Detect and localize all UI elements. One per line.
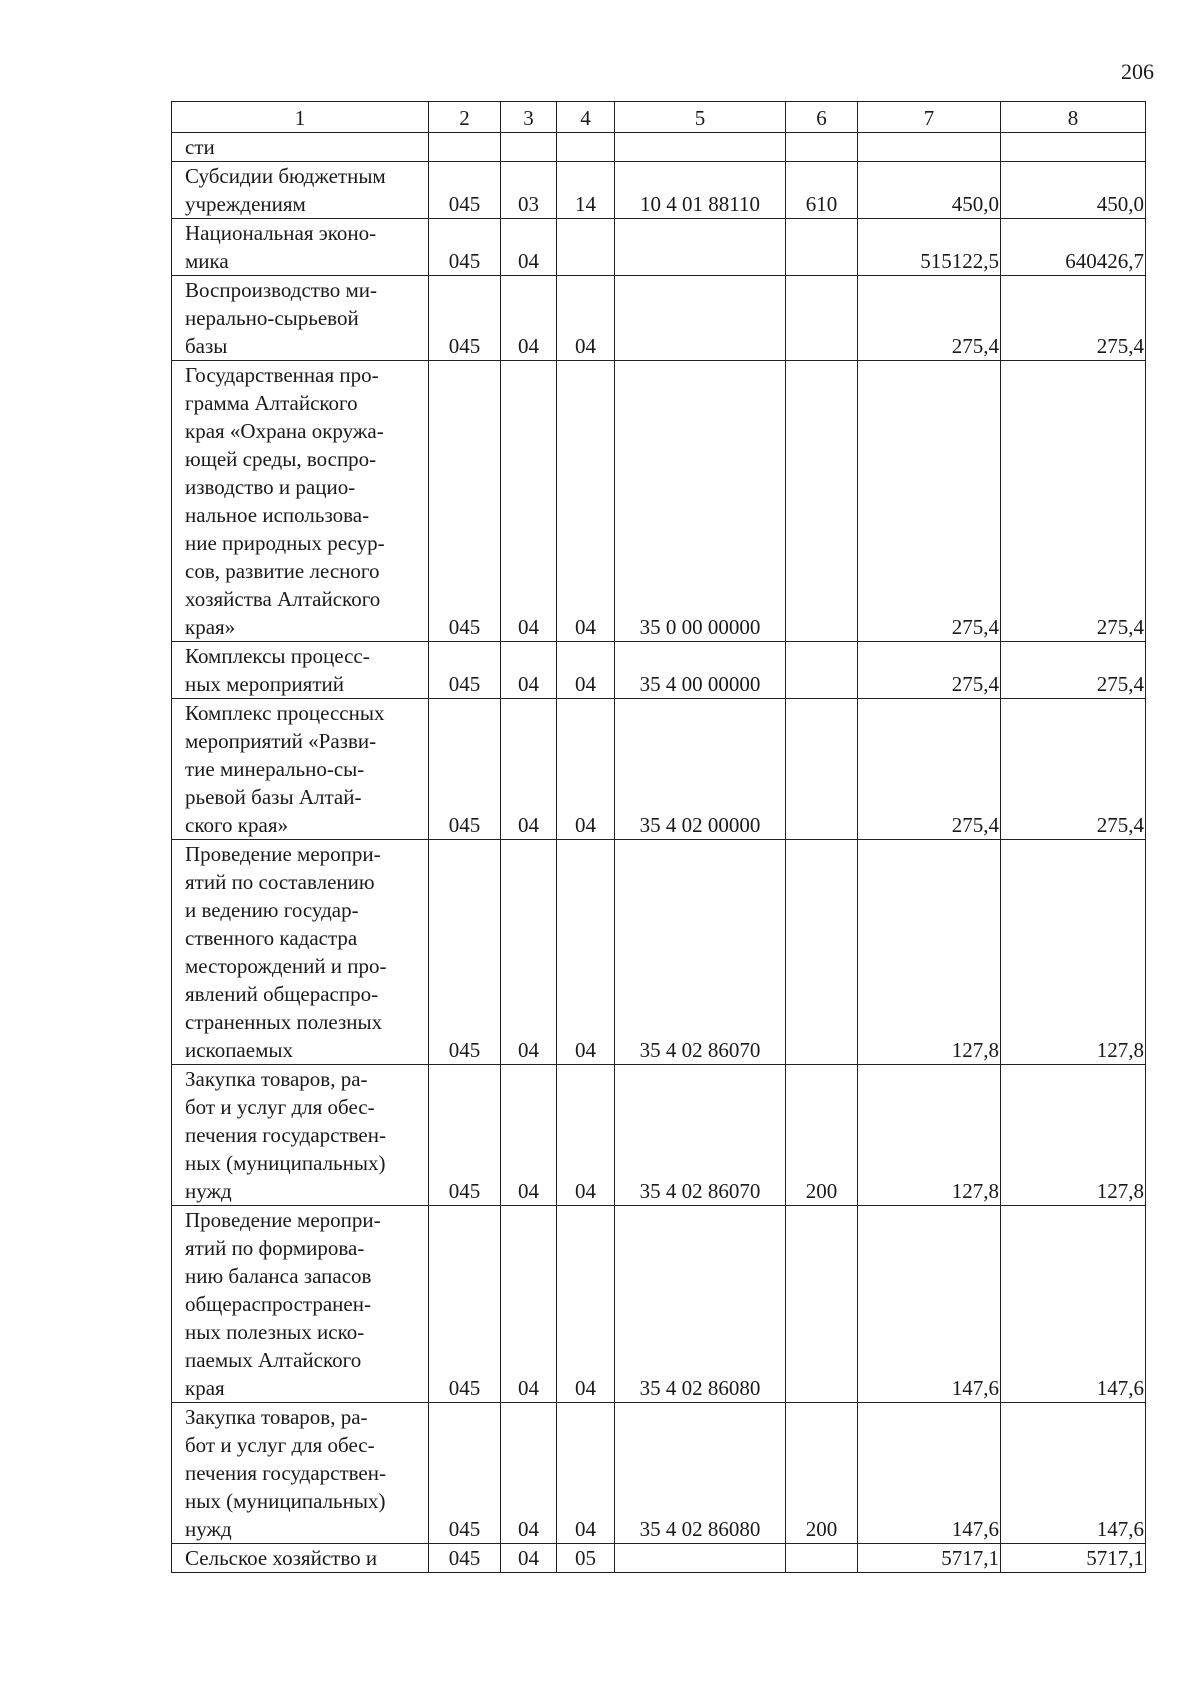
subsection-code-cell: 04 — [557, 1403, 615, 1544]
target-article-cell — [615, 219, 786, 276]
expense-name-cell — [172, 1206, 429, 1403]
expense-name-line: печения государствен- — [185, 1461, 386, 1485]
amount-col7-cell: 147,6 — [858, 1403, 1001, 1544]
expense-type-cell — [786, 361, 858, 642]
expense-name-line: нерально-сырьевой — [185, 306, 359, 330]
expense-name-line: края — [185, 1376, 225, 1400]
expense-name-line: Закупка товаров, ра- — [185, 1067, 368, 1091]
expense-name-line: хозяйства Алтайского — [185, 587, 381, 611]
table-row — [172, 219, 1146, 276]
expense-name-line: ние природных ресур- — [185, 531, 385, 555]
expense-name-line: мика — [185, 249, 229, 273]
amount-col8-cell: 275,4 — [1001, 699, 1146, 840]
ministry-code-cell: 045 — [429, 162, 501, 219]
header-row — [172, 102, 1146, 133]
expense-name-line: Сельское хозяйство и — [185, 1546, 378, 1570]
expense-name-line: мероприятий «Разви- — [185, 729, 377, 753]
target-article-cell — [615, 133, 786, 162]
expense-name-cell — [172, 699, 429, 840]
expense-name-cell — [172, 1544, 429, 1573]
expense-name-line: бот и услуг для обес- — [185, 1095, 375, 1119]
section-code-cell: 04 — [501, 840, 557, 1065]
expense-type-cell — [786, 699, 858, 840]
amount-col7-cell: 127,8 — [858, 840, 1001, 1065]
expense-name-line: месторождений и про- — [185, 954, 387, 978]
amount-col7-cell: 450,0 — [858, 162, 1001, 219]
expense-name-line: изводство и рацио- — [185, 475, 356, 499]
subsection-code-cell — [557, 219, 615, 276]
expense-name-line: рьевой базы Алтай- — [185, 785, 362, 809]
subsection-code-cell: 04 — [557, 642, 615, 699]
expense-type-cell — [786, 1544, 858, 1573]
section-code-cell: 04 — [501, 219, 557, 276]
amount-col7-cell: 275,4 — [858, 276, 1001, 361]
table-row — [172, 361, 1146, 642]
expense-type-cell — [786, 1206, 858, 1403]
section-code-cell: 04 — [501, 1065, 557, 1206]
ministry-code-cell: 045 — [429, 361, 501, 642]
amount-col8-cell: 147,6 — [1001, 1403, 1146, 1544]
expense-name-line: Проведение меропри- — [185, 1208, 381, 1232]
target-article-cell: 35 4 02 86080 — [615, 1206, 786, 1403]
expense-name-line: ственного кадастра — [185, 926, 358, 950]
expense-name-cell — [172, 1065, 429, 1206]
expense-type-cell — [786, 840, 858, 1065]
expense-type-cell: 200 — [786, 1065, 858, 1206]
page-number: 206 — [1121, 59, 1154, 84]
expense-name-line: ных полезных иско- — [185, 1320, 365, 1344]
section-code-cell: 04 — [501, 276, 557, 361]
header-cell-7: 7 — [858, 102, 1001, 133]
expense-name-cell — [172, 133, 429, 162]
expense-name-line: страненных полезных — [185, 1010, 383, 1034]
amount-col8-cell — [1001, 133, 1146, 162]
expense-name-line: базы — [185, 334, 228, 358]
subsection-code-cell — [557, 133, 615, 162]
amount-col8-cell: 450,0 — [1001, 162, 1146, 219]
expense-name-line: края «Охрана окружа- — [185, 419, 384, 443]
section-code-cell: 04 — [501, 642, 557, 699]
section-code-cell: 04 — [501, 1544, 557, 1573]
amount-col7-cell: 127,8 — [858, 1065, 1001, 1206]
table-row — [172, 162, 1146, 219]
ministry-code-cell: 045 — [429, 1065, 501, 1206]
table-row — [172, 699, 1146, 840]
amount-col7-cell: 275,4 — [858, 699, 1001, 840]
target-article-cell: 35 4 02 86080 — [615, 1403, 786, 1544]
expense-name-line: учреждениям — [185, 192, 306, 216]
ministry-code-cell: 045 — [429, 219, 501, 276]
expense-name-cell — [172, 276, 429, 361]
expense-name-line: бот и услуг для обес- — [185, 1433, 375, 1457]
target-article-cell: 35 0 00 00000 — [615, 361, 786, 642]
expense-name-line: Субсидии бюджетным — [185, 164, 386, 188]
ministry-code-cell: 045 — [429, 699, 501, 840]
header-cell-6: 6 — [786, 102, 858, 133]
expense-name-line: нужд — [185, 1179, 232, 1203]
expense-name-line: грамма Алтайского — [185, 391, 358, 415]
expense-name-line: Комплексы процесс- — [185, 644, 370, 668]
amount-col8-cell: 127,8 — [1001, 840, 1146, 1065]
expense-type-cell — [786, 642, 858, 699]
expense-name-line: печения государствен- — [185, 1123, 386, 1147]
subsection-code-cell: 04 — [557, 1206, 615, 1403]
target-article-cell: 35 4 00 00000 — [615, 642, 786, 699]
table-row — [172, 133, 1146, 162]
table-body — [172, 102, 1146, 1573]
expense-name-line: ятий по формирова- — [185, 1236, 365, 1260]
table-row — [172, 276, 1146, 361]
expense-name-cell — [172, 840, 429, 1065]
expense-name-line: ных (муниципальных) — [185, 1151, 386, 1175]
subsection-code-cell: 04 — [557, 699, 615, 840]
header-cell-5: 5 — [615, 102, 786, 133]
expense-name-line: паемых Алтайского — [185, 1348, 362, 1372]
expense-name-cell — [172, 219, 429, 276]
expense-name-line: нальное использова- — [185, 503, 370, 527]
expense-name-cell — [172, 1403, 429, 1544]
target-article-cell: 35 4 02 86070 — [615, 1065, 786, 1206]
ministry-code-cell: 045 — [429, 1544, 501, 1573]
ministry-code-cell: 045 — [429, 642, 501, 699]
table-row — [172, 1206, 1146, 1403]
expense-name-cell — [172, 642, 429, 699]
budget-table — [171, 101, 1146, 1573]
expense-name-line: нию баланса запасов — [185, 1264, 372, 1288]
subsection-code-cell: 04 — [557, 840, 615, 1065]
ministry-code-cell: 045 — [429, 1206, 501, 1403]
target-article-cell: 10 4 01 88110 — [615, 162, 786, 219]
ministry-code-cell: 045 — [429, 276, 501, 361]
header-cell-2: 2 — [429, 102, 501, 133]
amount-col8-cell: 147,6 — [1001, 1206, 1146, 1403]
amount-col7-cell: 515122,5 — [858, 219, 1001, 276]
expense-name-line: нужд — [185, 1517, 232, 1541]
amount-col7-cell: 275,4 — [858, 642, 1001, 699]
amount-col8-cell: 275,4 — [1001, 642, 1146, 699]
section-code-cell — [501, 133, 557, 162]
expense-name-line: сти — [185, 135, 215, 159]
section-code-cell: 04 — [501, 1403, 557, 1544]
expense-name-line: ятий по составлению — [185, 870, 375, 894]
header-cell-1: 1 — [172, 102, 429, 133]
target-article-cell: 35 4 02 86070 — [615, 840, 786, 1065]
expense-type-cell — [786, 219, 858, 276]
amount-col7-cell: 5717,1 — [858, 1544, 1001, 1573]
ministry-code-cell: 045 — [429, 840, 501, 1065]
target-article-cell: 35 4 02 00000 — [615, 699, 786, 840]
expense-name-cell — [172, 361, 429, 642]
expense-name-line: Комплекс процессных — [185, 701, 385, 725]
section-code-cell: 04 — [501, 361, 557, 642]
section-code-cell: 03 — [501, 162, 557, 219]
expense-type-cell — [786, 276, 858, 361]
amount-col8-cell: 275,4 — [1001, 361, 1146, 642]
expense-name-line: Воспроизводство ми- — [185, 278, 378, 302]
expense-name-line: Проведение меропри- — [185, 842, 381, 866]
expense-name-line: общераспространен- — [185, 1292, 371, 1316]
amount-col7-cell — [858, 133, 1001, 162]
expense-type-cell — [786, 133, 858, 162]
expense-name-line: ского края» — [185, 813, 288, 837]
expense-type-cell: 200 — [786, 1403, 858, 1544]
expense-name-line: Закупка товаров, ра- — [185, 1405, 368, 1429]
table-row — [172, 840, 1146, 1065]
table-row — [172, 1544, 1146, 1573]
amount-col7-cell: 147,6 — [858, 1206, 1001, 1403]
expense-name-line: тие минерально-сы- — [185, 757, 365, 781]
table-row — [172, 642, 1146, 699]
amount-col8-cell: 275,4 — [1001, 276, 1146, 361]
target-article-cell — [615, 276, 786, 361]
section-code-cell: 04 — [501, 699, 557, 840]
subsection-code-cell: 04 — [557, 1065, 615, 1206]
expense-name-line: края» — [185, 615, 236, 639]
amount-col8-cell: 5717,1 — [1001, 1544, 1146, 1573]
table-row — [172, 1403, 1146, 1544]
expense-name-line: ных (муниципальных) — [185, 1489, 386, 1513]
expense-name-line: Национальная эконо- — [185, 221, 377, 245]
expense-name-line: Государственная про- — [185, 363, 379, 387]
expense-type-cell: 610 — [786, 162, 858, 219]
subsection-code-cell: 14 — [557, 162, 615, 219]
header-cell-3: 3 — [501, 102, 557, 133]
expense-name-line: ных мероприятий — [185, 672, 344, 696]
amount-col8-cell: 127,8 — [1001, 1065, 1146, 1206]
amount-col7-cell: 275,4 — [858, 361, 1001, 642]
section-code-cell: 04 — [501, 1206, 557, 1403]
expense-name-line: явлений общераспро- — [185, 982, 379, 1006]
ministry-code-cell — [429, 133, 501, 162]
header-cell-8: 8 — [1001, 102, 1146, 133]
subsection-code-cell: 04 — [557, 361, 615, 642]
table-row — [172, 1065, 1146, 1206]
subsection-code-cell: 04 — [557, 276, 615, 361]
target-article-cell — [615, 1544, 786, 1573]
subsection-code-cell: 05 — [557, 1544, 615, 1573]
expense-name-cell — [172, 162, 429, 219]
header-cell-4: 4 — [557, 102, 615, 133]
expense-name-line: и ведению государ- — [185, 898, 359, 922]
amount-col8-cell: 640426,7 — [1001, 219, 1146, 276]
expense-name-line: ископаемых — [185, 1038, 293, 1062]
expense-name-line: сов, развитие лесного — [185, 559, 380, 583]
expense-name-line: ющей среды, воспро- — [185, 447, 377, 471]
ministry-code-cell: 045 — [429, 1403, 501, 1544]
